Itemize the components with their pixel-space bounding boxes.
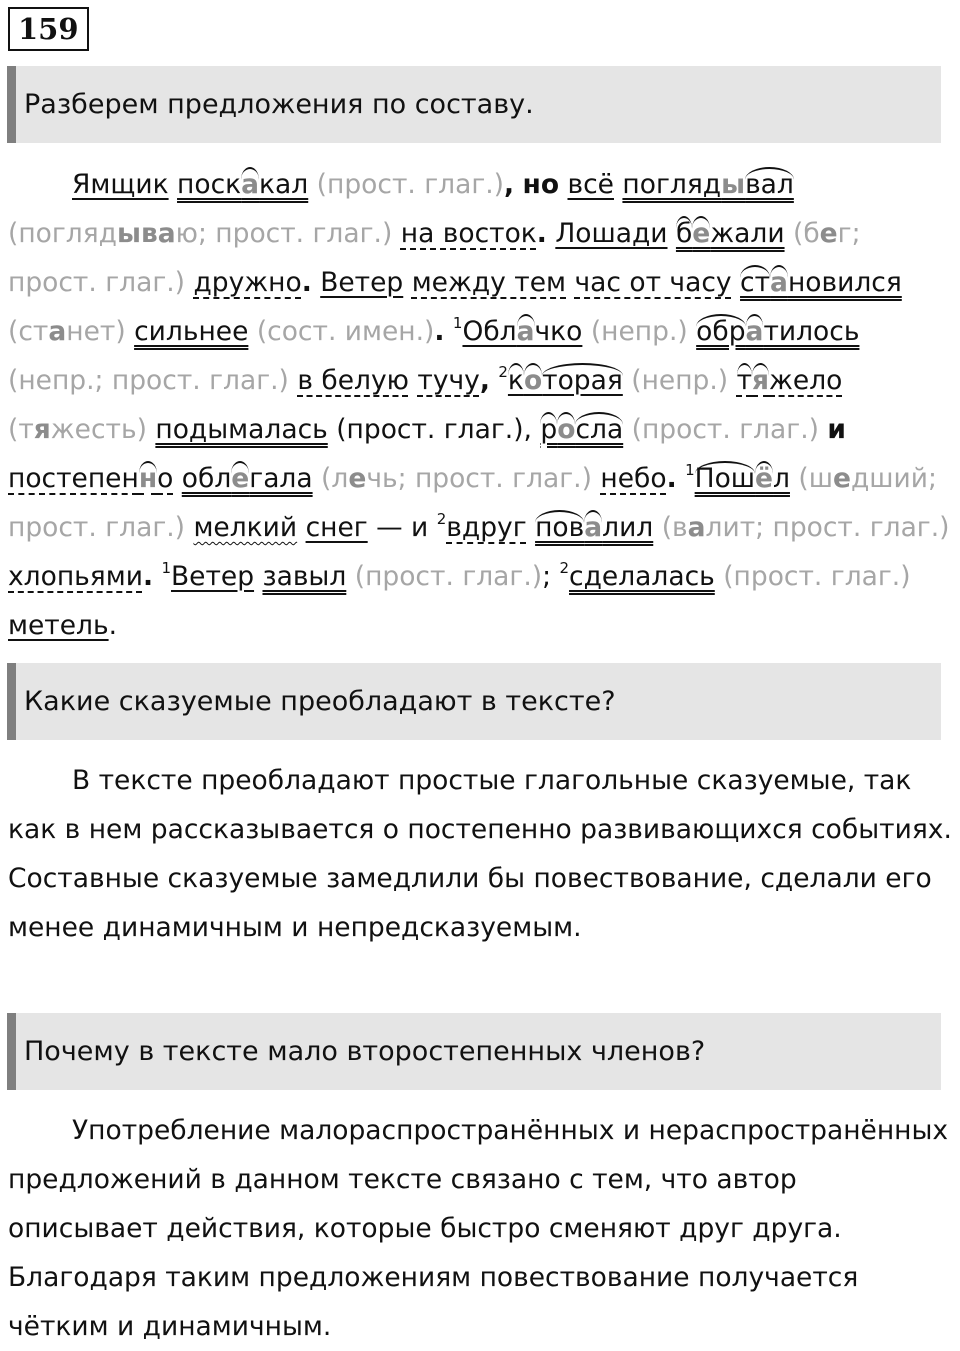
predicate: сильнее bbox=[134, 316, 249, 347]
subject: метель bbox=[8, 610, 109, 641]
conjunction: и bbox=[827, 414, 846, 445]
predicate: поглядывал bbox=[622, 169, 794, 200]
note: (поглядываю; прост. глаг.) bbox=[8, 218, 393, 249]
punct: , bbox=[504, 169, 515, 200]
note: (прост. глаг.) bbox=[631, 414, 819, 445]
note: (валит; прост. глаг.) bbox=[661, 512, 950, 543]
subject: Ветер bbox=[171, 561, 255, 592]
adverbial: между тем bbox=[411, 267, 567, 298]
predicate: сделалась bbox=[569, 561, 715, 592]
note: (непр.) bbox=[631, 365, 729, 396]
predicate: становился bbox=[740, 267, 902, 298]
note: прост. глаг.) bbox=[8, 267, 185, 298]
attribute: мелкий bbox=[193, 512, 298, 543]
note: (сост. имен.) bbox=[256, 316, 435, 347]
answer-2-text: В тексте преобладают простые глагольные сказуемые, так как в нем рассказывается о постепенно развивающихся событиях. Составные сказуемые замедлили бы повествование, сделали его менее динамичным и непредсказуемым. bbox=[8, 765, 952, 943]
answer-3-text: Употребление малораспространённых и нераспространённых предложений в данном тексте связано с тем, что автор описывает действия, которые быстро сменяют друг друга. Благодаря таким предложениям повествование получается чётким и динамичным. bbox=[8, 1115, 949, 1342]
note: (прост. bbox=[354, 561, 454, 592]
adverbial: хлопьями bbox=[8, 561, 143, 592]
adverbial: постепенно bbox=[8, 463, 174, 494]
note: (станет) bbox=[8, 316, 126, 347]
subject: Лошади bbox=[555, 218, 668, 249]
question-1 bbox=[7, 66, 941, 143]
note: (тяжесть) bbox=[8, 414, 147, 445]
predicate: росла bbox=[540, 414, 624, 445]
predicate: облегала bbox=[181, 463, 313, 494]
subject: всё bbox=[567, 169, 614, 200]
predicate: завыл bbox=[262, 561, 347, 592]
predicate: бежали bbox=[675, 218, 785, 249]
note: (прост. глаг.) bbox=[316, 169, 505, 200]
note: (непр.) bbox=[590, 316, 688, 347]
subject: Облачко bbox=[462, 316, 583, 347]
adverbial: дружно bbox=[193, 267, 302, 298]
answer-2 bbox=[8, 756, 952, 952]
adverbial: на восток bbox=[400, 218, 537, 249]
adverbial: час от часу bbox=[574, 267, 732, 298]
note: (лечь; прост. глаг.) bbox=[321, 463, 592, 494]
question-2-text: Какие сказуемые преобладают в тексте? bbox=[24, 686, 616, 717]
subject: Ямщик bbox=[72, 169, 169, 200]
note: (бег; bbox=[792, 218, 861, 249]
note: глаг.) bbox=[462, 561, 543, 592]
note: (шедший; прост. глаг.) bbox=[8, 463, 937, 543]
question-1-text: Разберем предложения по составу. bbox=[24, 89, 534, 120]
question-3-text: Почему в тексте мало второстепенных членов? bbox=[24, 1036, 706, 1067]
answer-3 bbox=[8, 1106, 952, 1351]
note: (прост. глаг.) bbox=[723, 561, 911, 592]
predicate: поскакал bbox=[177, 169, 309, 200]
adverbial: вдруг bbox=[446, 512, 527, 543]
note: (непр.; прост. глаг.) bbox=[8, 365, 289, 396]
subject: снег bbox=[305, 512, 368, 543]
object: небо bbox=[600, 463, 667, 494]
adverbial: тучу bbox=[417, 365, 480, 396]
question-3 bbox=[7, 1013, 941, 1090]
predicate: обратилось bbox=[696, 316, 860, 347]
subject: которая bbox=[507, 365, 623, 396]
question-2 bbox=[7, 663, 941, 740]
note: (прост. глаг.), bbox=[336, 414, 532, 445]
adverbial: тяжело bbox=[736, 365, 843, 396]
conjunction: но bbox=[522, 169, 560, 200]
predicate: Пошёл bbox=[694, 463, 790, 494]
predicate: подымалась bbox=[155, 414, 328, 445]
adverbial: в белую bbox=[297, 365, 409, 396]
task-number: 159 bbox=[8, 7, 89, 51]
subject: Ветер bbox=[320, 267, 404, 298]
parsed-sentences: Ямщик поскакал (прост. глаг.), но всё поглядывал (поглядываю; прост. глаг.) на восток. Лошади бежали (бег; прост. глаг.) дружно. Ветер между тем час от часу становился (станет) сильнее (сост. имен.). $^1$Облачко (непр.) обратилось (непр.; прост. глаг.) в белую тучу, $^2$которая (непр.) тяжело (тяжесть) подымалась (прост. глаг.), росла (прост. глаг.) и постепенно облегала (лечь; прост. глаг.) небо. $^1$Пошёл (шедший; прост. глаг.) мелкий снег — и $^2$вдруг повалил (валит; прост. глаг.) хлопьями. $^1$Ветер завыл (прост. глаг.); $^2$сделалась (прост. глаг.) метель. bbox=[8, 169, 950, 641]
predicate: повалил bbox=[535, 512, 654, 543]
